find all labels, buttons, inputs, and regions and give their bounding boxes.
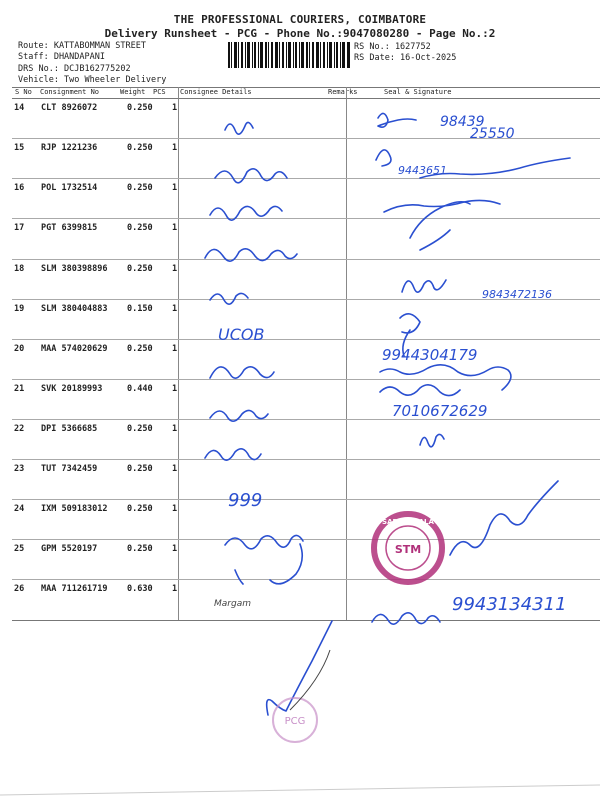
col-sno: S No xyxy=(15,88,32,96)
row-weight: 0.250 xyxy=(127,143,153,153)
col-consignee: Consignee Details xyxy=(180,88,252,96)
stamp-center-text: STM xyxy=(394,543,422,556)
row-consignment: PGT 6399815 xyxy=(41,223,98,233)
row-separator xyxy=(12,259,600,260)
row-separator xyxy=(12,539,600,540)
row-consignment: CLT 8926072 xyxy=(41,103,98,113)
sig-number-14a: 98439 xyxy=(440,114,485,130)
row-weight: 0.250 xyxy=(127,344,153,354)
row-consignment: MAA 711261719 xyxy=(41,584,108,594)
table-row xyxy=(12,340,600,380)
row-pcs: 1 xyxy=(172,103,178,113)
sig-number-20: 9944304179 xyxy=(382,346,478,364)
row-weight: 0.250 xyxy=(127,223,153,233)
row-weight: 0.250 xyxy=(127,464,153,474)
row-pcs: 1 xyxy=(172,504,178,514)
row-weight: 0.250 xyxy=(127,504,153,514)
table-row xyxy=(12,460,600,500)
row-pcs: 1 xyxy=(172,544,178,554)
company-title: THE PROFESSIONAL COURIERS, COIMBATORE xyxy=(173,13,427,26)
pcg-stamp xyxy=(273,698,317,742)
col-weight: Weight xyxy=(120,88,146,96)
row-consignment: GPM 5520197 xyxy=(41,544,98,554)
row-separator xyxy=(12,459,600,460)
row-weight: 0.250 xyxy=(127,424,153,434)
col-pcs: PCS xyxy=(153,88,166,96)
row-weight: 0.250 xyxy=(127,264,153,274)
row-consignment: IXM 509183012 xyxy=(41,504,108,514)
barcode-icon xyxy=(228,42,350,68)
staff-label: Staff: DHANDAPANI xyxy=(18,52,105,62)
row-sno: 24 xyxy=(14,504,25,514)
consignee-name-19: UCOB xyxy=(218,325,265,344)
row-consignment: SLM 380404883 xyxy=(41,304,108,314)
table-row xyxy=(12,219,600,259)
row-sno: 23 xyxy=(14,464,25,474)
col-seal: Seal & Signature xyxy=(384,88,452,96)
runsheet-subtitle: Delivery Runsheet - PCG - Phone No.:9047080280 - Page No.:2 xyxy=(104,27,496,40)
row-consignment: RJP 1221236 xyxy=(41,143,98,153)
row-pcs: 1 xyxy=(172,584,178,594)
row-sno: 21 xyxy=(14,384,25,394)
route-label: Route: KATTABOMMAN STREET xyxy=(18,41,146,51)
table-row xyxy=(12,99,600,139)
row-weight: 0.440 xyxy=(127,384,153,394)
row-weight: 0.250 xyxy=(127,544,153,554)
table-row xyxy=(12,500,600,540)
row-weight: 0.150 xyxy=(127,304,153,314)
sig-number-26: 9943134311 xyxy=(452,594,567,615)
row-consignment: MAA 574020629 xyxy=(41,344,108,354)
row-separator xyxy=(12,218,600,219)
row-weight: 0.630 xyxy=(127,584,153,594)
row-separator xyxy=(12,379,600,380)
row-pcs: 1 xyxy=(172,264,178,274)
row-separator xyxy=(12,138,600,139)
col-consignment: Consignment No xyxy=(40,88,100,96)
pcg-tick xyxy=(267,621,332,715)
row-pcs: 1 xyxy=(172,183,178,193)
row-weight: 0.250 xyxy=(127,183,153,193)
vehicle-label: Vehicle: Two Wheeler Delivery xyxy=(18,75,167,85)
row-consignment: TUT 7342459 xyxy=(41,464,98,474)
row-sno: 14 xyxy=(14,103,25,113)
row-consignment: SVK 20189993 xyxy=(41,384,103,394)
row-sno: 26 xyxy=(14,584,25,594)
row-sno: 22 xyxy=(14,424,25,434)
sig-number-21: 7010672629 xyxy=(392,402,488,420)
pen-stroke xyxy=(290,650,330,710)
pcg-stamp-text: PCG xyxy=(284,716,306,727)
table-row xyxy=(12,139,600,179)
stamp-ring-text: SABARIWALA xyxy=(382,518,434,526)
row-separator xyxy=(12,499,600,500)
table-row xyxy=(12,380,600,420)
row-pcs: 1 xyxy=(172,384,178,394)
row-separator xyxy=(12,579,600,580)
row-separator xyxy=(12,339,600,340)
sig-number-18: 9843472136 xyxy=(482,288,552,301)
table-row xyxy=(12,540,600,580)
row-pcs: 1 xyxy=(172,223,178,233)
col-remarks: Remarks xyxy=(328,88,358,96)
sig-number-14b: 25550 xyxy=(470,126,515,142)
drs-label: DRS No.: DCJB162775202 xyxy=(18,64,131,74)
table-top-rule xyxy=(12,87,600,88)
row-pcs: 1 xyxy=(172,344,178,354)
table-bottom-rule xyxy=(12,620,600,621)
rs-date: RS Date: 16-Oct-2025 xyxy=(354,53,457,63)
row-sno: 25 xyxy=(14,544,25,554)
table-row xyxy=(12,260,600,300)
row-sno: 15 xyxy=(14,143,25,153)
row-separator xyxy=(12,299,600,300)
row-weight: 0.250 xyxy=(127,103,153,113)
row-sno: 19 xyxy=(14,304,25,314)
row-pcs: 1 xyxy=(172,464,178,474)
sig-number-15: 9443651 xyxy=(398,164,447,177)
table-row xyxy=(12,420,600,460)
row-sno: 16 xyxy=(14,183,25,193)
row-sno: 17 xyxy=(14,223,25,233)
row-sno: 18 xyxy=(14,264,25,274)
table-row xyxy=(12,179,600,219)
consignee-name-26: Margam xyxy=(214,599,251,609)
consignee-name-24: 999 xyxy=(228,490,263,511)
bottom-edge-smudge xyxy=(0,785,600,795)
row-pcs: 1 xyxy=(172,424,178,434)
table-row xyxy=(12,580,600,620)
row-separator xyxy=(12,178,600,179)
row-pcs: 1 xyxy=(172,143,178,153)
row-consignment: DPI 5366685 xyxy=(41,424,98,434)
table-row xyxy=(12,300,600,340)
row-consignment: POL 1732514 xyxy=(41,183,98,193)
row-pcs: 1 xyxy=(172,304,178,314)
rs-number: RS No.: 1627752 xyxy=(354,42,431,52)
row-sno: 20 xyxy=(14,344,25,354)
row-separator xyxy=(12,419,600,420)
row-consignment: SLM 380398896 xyxy=(41,264,108,274)
